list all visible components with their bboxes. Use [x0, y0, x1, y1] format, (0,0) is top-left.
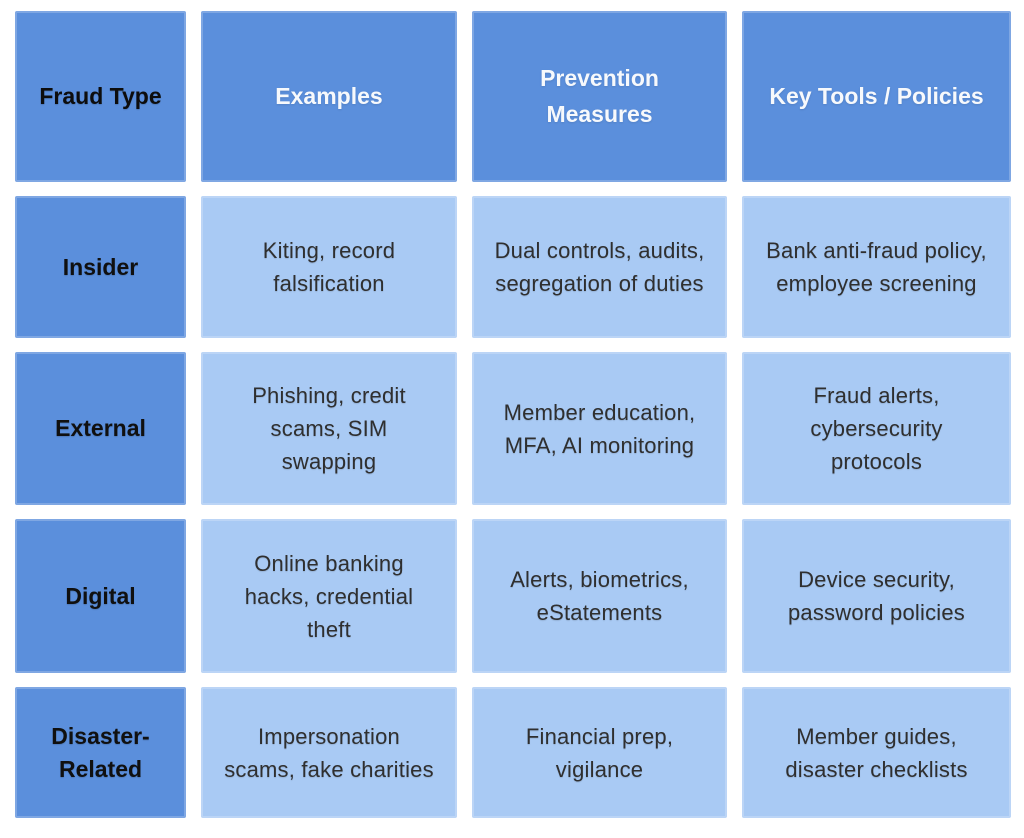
- row-label-disaster-related: Disaster-Related: [15, 687, 186, 818]
- cell-external-examples: Phishing, credit scams, SIM swapping: [201, 352, 457, 505]
- cell-disaster-related-key-tools-policies: Member guides, disaster checklists: [742, 687, 1011, 818]
- cell-insider-examples: Kiting, record falsification: [201, 196, 457, 338]
- row-label-external: External: [15, 352, 186, 505]
- column-header-key-tools-policies: Key Tools / Policies: [742, 11, 1011, 182]
- cell-digital-key-tools-policies: Device security, password policies: [742, 519, 1011, 673]
- cell-disaster-related-examples: Impersonation scams, fake charities: [201, 687, 457, 818]
- cell-digital-prevention-measures: Alerts, biometrics, eStatements: [472, 519, 727, 673]
- cell-external-key-tools-policies: Fraud alerts, cybersecurity protocols: [742, 352, 1011, 505]
- column-header-fraud-type: Fraud Type: [15, 11, 186, 182]
- cell-insider-prevention-measures: Dual controls, audits, segregation of duties: [472, 196, 727, 338]
- cell-disaster-related-prevention-measures: Financial prep, vigilance: [472, 687, 727, 818]
- row-label-digital: Digital: [15, 519, 186, 673]
- cell-digital-examples: Online banking hacks, credential theft: [201, 519, 457, 673]
- row-label-insider: Insider: [15, 196, 186, 338]
- cell-insider-key-tools-policies: Bank anti-fraud policy, employee screening: [742, 196, 1011, 338]
- column-header-prevention-measures: Prevention Measures: [472, 11, 727, 182]
- cell-external-prevention-measures: Member education, MFA, AI monitoring: [472, 352, 727, 505]
- column-header-examples: Examples: [201, 11, 457, 182]
